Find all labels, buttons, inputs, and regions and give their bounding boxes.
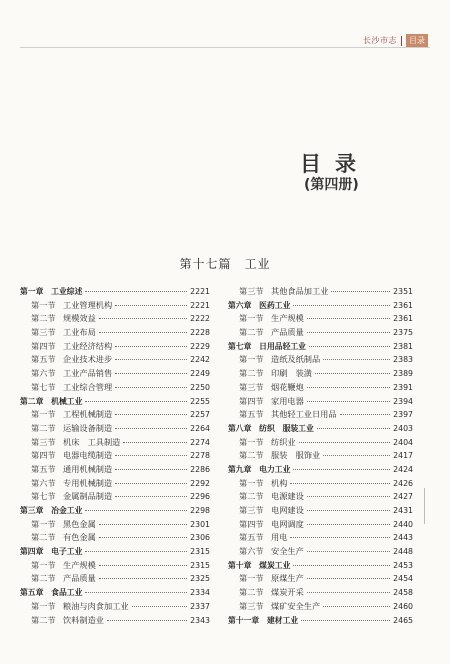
toc-leader-dots — [115, 359, 187, 360]
toc-section-number: 第一节 — [239, 477, 264, 488]
toc-leader-dots — [299, 442, 391, 443]
toc-section-entry[interactable] — [228, 353, 413, 367]
toc-page-number: 2417 — [393, 451, 413, 461]
toc-section-number: 第五节 — [239, 532, 264, 543]
toc-leader-dots — [290, 537, 390, 538]
toc-leader-dots — [323, 359, 390, 360]
toc-page-number: 2375 — [393, 328, 413, 338]
toc-page-number: 2383 — [393, 355, 413, 365]
toc-section-entry[interactable] — [20, 614, 210, 628]
toc-section-entry[interactable] — [228, 395, 413, 409]
toc-page-number: 2465 — [393, 615, 413, 625]
toc-leader-dots — [123, 442, 187, 443]
toc-section-entry[interactable] — [20, 559, 210, 573]
toc-section-number: 第三节 — [31, 436, 56, 447]
toc-page-number: 2458 — [393, 588, 413, 598]
toc-chapter-entry[interactable] — [20, 586, 210, 600]
toc-section-title: 烟花鞭炮 — [271, 381, 304, 392]
toc-chapter-entry[interactable] — [20, 545, 210, 559]
toc-section-title: 工业产品销售 — [63, 368, 113, 379]
toc-leader-dots — [307, 318, 390, 319]
toc-leader-dots — [132, 606, 188, 607]
toc-leader-dots — [85, 592, 187, 593]
running-header — [363, 34, 428, 47]
toc-section-entry[interactable] — [228, 312, 413, 326]
toc-entry-label — [20, 312, 96, 326]
toc-section-number: 第一节 — [31, 409, 56, 420]
toc-section-title: 造纸及纸制品 — [271, 354, 321, 365]
toc-section-number: 第二节 — [239, 450, 264, 461]
toc-entry-label — [20, 381, 112, 395]
toc-chapter-entry[interactable] — [228, 559, 413, 573]
toc-page-number: 2394 — [393, 396, 413, 406]
toc-section-entry[interactable] — [20, 518, 210, 532]
toc-page-number: 2334 — [190, 588, 210, 598]
toc-page-number: 2391 — [393, 382, 413, 392]
toc-page-number: 2343 — [190, 615, 210, 625]
toc-leader-dots — [293, 565, 390, 566]
toc-section-number: 第六节 — [31, 368, 56, 379]
toc-section-number: 第一节 — [31, 600, 56, 611]
toc-page-number: 2298 — [190, 506, 210, 515]
toc-entry-label: 第五章 食品工业 — [20, 588, 83, 598]
toc-entry-label — [228, 477, 287, 491]
toc-entry-label — [20, 449, 112, 463]
toc-leader-dots — [115, 414, 187, 415]
toc-page-number: 2264 — [190, 423, 210, 433]
toc-leader-dots — [307, 510, 390, 511]
toc-entry-label — [20, 353, 112, 367]
toc-section-entry[interactable] — [20, 381, 210, 395]
toc-entry-label — [20, 408, 112, 422]
toc-entry-label — [228, 531, 287, 545]
toc-leader-dots — [307, 578, 390, 579]
toc-leader-dots — [340, 414, 391, 415]
toc-leader-dots — [99, 318, 187, 319]
toc-page-number: 2257 — [190, 410, 210, 420]
toc-section-entry[interactable] — [20, 353, 210, 367]
toc-leader-dots — [99, 537, 187, 538]
toc-section-entry[interactable] — [20, 531, 210, 545]
toc-entry-label — [228, 312, 304, 326]
toc-section-title: 规模效益 — [63, 313, 96, 324]
toc-section-number: 第四节 — [31, 450, 56, 461]
toc-section-number: 第二节 — [31, 313, 56, 324]
toc-section-title: 专用机械制造 — [63, 477, 113, 488]
toc-page-number: 2292 — [190, 478, 210, 488]
toc-section-entry[interactable] — [20, 299, 210, 313]
toc-section-entry[interactable] — [228, 408, 413, 422]
toc-leader-dots — [85, 401, 187, 402]
toc-chapter-entry[interactable] — [228, 299, 413, 313]
toc-entry-label — [228, 395, 304, 409]
toc-section-title: 粮油与肉食加工业 — [63, 600, 129, 611]
toc-leader-dots — [315, 373, 390, 374]
toc-entry-label — [228, 285, 328, 299]
toc-entry-label — [228, 353, 320, 367]
toc-section-number: 第七节 — [31, 491, 56, 502]
toc-page-number: 2381 — [393, 341, 413, 351]
toc-chapter-entry[interactable] — [228, 340, 413, 354]
toc-leader-dots — [99, 565, 187, 566]
toc-section-title: 煤矿安全生产 — [271, 600, 321, 611]
toc-page-number: 2351 — [393, 287, 413, 296]
toc-page-number: 2403 — [393, 423, 413, 433]
toc-page-number: 2286 — [190, 464, 210, 474]
toc-section-entry[interactable] — [20, 572, 210, 586]
toc-entry-label — [20, 422, 112, 436]
toc-section-entry[interactable] — [228, 600, 413, 614]
toc-section-entry[interactable] — [20, 422, 210, 436]
section-tag: 目录 — [406, 34, 428, 47]
toc-leader-dots — [99, 332, 187, 333]
toc-section-number: 第二节 — [239, 587, 264, 598]
toc-right-column — [228, 285, 413, 627]
toc-page-number: 2249 — [190, 369, 210, 379]
toc-page-number: 2250 — [190, 382, 210, 392]
toc-entry-label — [20, 518, 96, 532]
toc-title: 目录 — [300, 152, 370, 176]
toc-entry-label — [228, 545, 304, 559]
toc-section-entry[interactable] — [228, 490, 413, 504]
toc-section-number: 第一节 — [31, 518, 56, 529]
toc-section-number: 第六节 — [239, 546, 264, 557]
toc-section-title: 产品质量 — [271, 327, 304, 338]
header-rule — [20, 47, 430, 48]
toc-page-number: 2427 — [393, 492, 413, 502]
toc-page-number: 2274 — [190, 437, 210, 447]
toc-section-title: 饮料制造业 — [63, 614, 104, 625]
toc-entry-label: 第八章 纺织 服装工业 — [228, 423, 314, 433]
toc-chapter-entry[interactable] — [228, 614, 413, 628]
toc-leader-dots — [85, 291, 187, 292]
toc-leader-dots — [115, 305, 187, 306]
toc-chapter-entry[interactable] — [20, 395, 210, 409]
toc-section-entry[interactable] — [228, 326, 413, 340]
toc-entry-label — [20, 463, 112, 477]
toc-section-number: 第二节 — [31, 532, 56, 543]
toc-section-title: 机构 — [271, 477, 288, 488]
toc-section-number: 第五节 — [31, 354, 56, 365]
toc-section-entry[interactable] — [20, 436, 210, 450]
toc-page-number: 2296 — [190, 492, 210, 502]
toc-section-entry[interactable] — [20, 449, 210, 463]
toc-section-entry[interactable] — [228, 381, 413, 395]
toc-section-title: 电网建设 — [271, 505, 304, 515]
toc-section-title: 工业布局 — [63, 327, 96, 338]
toc-page-number: 2389 — [393, 369, 413, 379]
toc-section-number: 第一节 — [31, 559, 56, 570]
toc-section-title: 工程机械制造 — [63, 409, 113, 420]
toc-section-title: 纺织业 — [271, 436, 296, 447]
toc-section-title: 生产规模 — [271, 313, 304, 324]
toc-section-entry[interactable] — [20, 326, 210, 340]
toc-section-number: 第二节 — [31, 573, 56, 584]
toc-section-title: 生产规模 — [63, 559, 96, 570]
toc-section-number: 第一节 — [31, 299, 56, 310]
toc-page-number: 2229 — [190, 341, 210, 351]
toc-page-number: 2431 — [393, 506, 413, 515]
toc-entry-label — [228, 326, 304, 340]
toc-section-title: 工业经济结构 — [63, 340, 113, 351]
toc-leader-dots — [307, 496, 390, 497]
toc-section-entry[interactable] — [228, 504, 413, 518]
toc-page-number: 2426 — [393, 478, 413, 488]
toc-entry-label — [228, 518, 304, 532]
toc-page-number: 2306 — [190, 533, 210, 543]
toc-entry-label — [20, 559, 96, 573]
toc-entry-label — [20, 436, 120, 450]
toc-leader-dots — [115, 373, 187, 374]
toc-entry-label — [20, 531, 96, 545]
part-title: 第十七篇 工业 — [179, 257, 271, 271]
toc-section-title: 电源建设 — [271, 491, 304, 502]
toc-section-number: 第三节 — [239, 381, 264, 392]
toc-section-title: 机床 工具制造 — [63, 436, 121, 447]
toc-section-number: 第二节 — [239, 327, 264, 338]
toc-section-title: 运输设备制造 — [63, 422, 113, 433]
toc-entry-label — [228, 586, 304, 600]
toc-section-title: 工业综合管理 — [63, 381, 113, 392]
toc-entry-label — [20, 600, 129, 614]
toc-page-number: 2361 — [393, 300, 413, 310]
toc-section-number: 第四节 — [239, 518, 264, 529]
toc-section-number: 第二节 — [239, 491, 264, 502]
toc-section-number: 第二节 — [31, 422, 56, 433]
toc-section-entry[interactable] — [20, 463, 210, 477]
toc-entry-label — [20, 299, 112, 313]
toc-chapter-entry[interactable] — [228, 422, 413, 436]
toc-page-number: 2325 — [190, 574, 210, 584]
toc-leader-dots — [307, 332, 390, 333]
toc-chapter-entry[interactable] — [20, 504, 210, 518]
toc-section-title: 其他轻工业日用品 — [271, 409, 337, 420]
toc-section-title: 金属制品制造 — [63, 491, 113, 502]
toc-page-number: 2460 — [393, 601, 413, 611]
toc-page-number: 2361 — [393, 314, 413, 324]
toc-page-number: 2443 — [393, 533, 413, 543]
toc-section-title: 电网调度 — [271, 518, 304, 529]
toc-leader-dots — [115, 483, 187, 484]
toc-section-title: 工业管理机构 — [63, 299, 113, 310]
toc-subtitle: (第四册) — [304, 177, 359, 193]
toc-page-number: 2424 — [393, 464, 413, 474]
toc-section-number: 第三节 — [239, 600, 264, 611]
toc-leader-dots — [307, 401, 390, 402]
toc-leader-dots — [85, 551, 187, 552]
toc-section-number: 第四节 — [239, 395, 264, 406]
toc-section-entry[interactable] — [20, 600, 210, 614]
toc-leader-dots — [107, 620, 187, 621]
toc-page-number: 2221 — [190, 287, 210, 296]
toc-section-number: 第四节 — [31, 340, 56, 351]
toc-leader-dots — [331, 291, 390, 292]
toc-leader-dots — [290, 483, 390, 484]
toc-page-number: 2255 — [190, 396, 210, 406]
toc-page-number: 2404 — [393, 437, 413, 447]
toc-entry-label — [20, 572, 96, 586]
toc-leader-dots — [309, 346, 390, 347]
toc-entry-label — [228, 381, 304, 395]
toc-page-number: 2315 — [190, 547, 210, 557]
toc-leader-dots — [115, 428, 187, 429]
toc-entry-label: 第四章 电子工业 — [20, 547, 83, 557]
toc-left-column — [20, 285, 210, 627]
toc-page-number: 2301 — [190, 519, 210, 529]
toc-page-number: 2242 — [190, 355, 210, 365]
toc-leader-dots — [115, 455, 187, 456]
toc-entry-label — [228, 572, 304, 586]
toc-entry-label — [228, 490, 304, 504]
toc-section-entry[interactable] — [20, 408, 210, 422]
header-separator — [401, 36, 402, 46]
toc-entry-label: 第十一章 建材工业 — [228, 615, 299, 625]
toc-section-entry[interactable] — [20, 477, 210, 491]
toc-leader-dots — [323, 455, 390, 456]
toc-leader-dots — [99, 524, 187, 525]
toc-section-title: 企业技术进步 — [63, 354, 113, 365]
toc-page-number: 2440 — [393, 519, 413, 529]
toc-entry-label: 第六章 医药工业 — [228, 300, 291, 310]
toc-page-number: 2221 — [190, 300, 210, 310]
toc-section-title: 原煤生产 — [271, 573, 304, 584]
toc-chapter-entry[interactable] — [20, 285, 210, 299]
toc-entry-label — [20, 490, 112, 504]
toc-entry-label — [228, 408, 337, 422]
toc-section-entry[interactable] — [20, 312, 210, 326]
toc-section-number: 第六节 — [31, 477, 56, 488]
toc-section-title: 安全生产 — [271, 546, 304, 557]
toc-page-number: 2337 — [190, 601, 210, 611]
toc-section-number: 第五节 — [31, 463, 56, 474]
toc-entry-label: 第十章 煤炭工业 — [228, 560, 291, 570]
toc-section-title: 产品质量 — [63, 573, 96, 584]
toc-section-number: 第一节 — [239, 313, 264, 324]
toc-section-title: 通用机械制造 — [63, 463, 113, 474]
toc-entry-label — [228, 367, 312, 381]
toc-page-number: 2315 — [190, 560, 210, 570]
toc-section-entry[interactable] — [20, 340, 210, 354]
toc-entry-label: 第一章 工业综述 — [20, 287, 83, 296]
toc-entry-label — [20, 614, 104, 628]
toc-section-entry[interactable] — [228, 477, 413, 491]
page-edge-mark — [424, 488, 426, 524]
toc-entry-label — [228, 449, 320, 463]
toc-entry-label — [228, 436, 296, 450]
toc-section-number: 第二节 — [31, 614, 56, 625]
toc-entry-label: 第二章 机械工业 — [20, 396, 83, 406]
toc-section-title: 用电 — [271, 532, 288, 543]
toc-section-entry[interactable] — [20, 367, 210, 381]
toc-page-number: 2397 — [393, 410, 413, 420]
toc-entry-label — [20, 477, 112, 491]
toc-section-title: 煤炭开采 — [271, 587, 304, 598]
toc-leader-dots — [99, 578, 187, 579]
toc-section-number: 第七节 — [31, 381, 56, 392]
toc-section-number: 第三节 — [31, 327, 56, 338]
toc-section-title: 家用电器 — [271, 395, 304, 406]
toc-leader-dots — [317, 428, 390, 429]
toc-section-entry[interactable] — [228, 572, 413, 586]
toc-section-title: 服装 服饰业 — [271, 450, 321, 461]
toc-leader-dots — [115, 346, 187, 347]
toc-entry-label — [20, 367, 112, 381]
toc-entry-label: 第七章 日用品轻工业 — [228, 341, 306, 351]
toc-section-number: 第一节 — [239, 436, 264, 447]
toc-section-entry[interactable] — [228, 531, 413, 545]
toc-section-number: 第五节 — [239, 409, 264, 420]
toc-leader-dots — [307, 551, 390, 552]
toc-section-number: 第一节 — [239, 573, 264, 584]
toc-section-entry[interactable] — [20, 490, 210, 504]
toc-section-title: 印刷 装潢 — [271, 368, 312, 379]
toc-entry-label: 第三章 冶金工业 — [20, 506, 83, 515]
toc-section-entry[interactable] — [228, 285, 413, 299]
toc-section-entry[interactable] — [228, 449, 413, 463]
toc-page-number: 2453 — [393, 560, 413, 570]
toc-leader-dots — [293, 305, 390, 306]
toc-chapter-entry[interactable] — [228, 463, 413, 477]
toc-section-entry[interactable] — [228, 436, 413, 450]
book-title: 长沙市志 — [363, 36, 397, 45]
toc-leader-dots — [307, 592, 390, 593]
toc-leader-dots — [85, 510, 187, 511]
toc-leader-dots — [115, 387, 187, 388]
toc-section-entry[interactable] — [228, 367, 413, 381]
toc-leader-dots — [307, 524, 390, 525]
toc-leader-dots — [301, 620, 390, 621]
toc-section-entry[interactable] — [228, 518, 413, 532]
toc-entry-label — [20, 340, 112, 354]
toc-section-title: 其他食品加工业 — [271, 286, 329, 296]
toc-page-number: 2228 — [190, 328, 210, 338]
toc-section-number: 第三节 — [239, 505, 264, 515]
toc-entry-label — [228, 600, 320, 614]
toc-section-entry[interactable] — [228, 586, 413, 600]
toc-leader-dots — [323, 606, 390, 607]
toc-leader-dots — [115, 469, 187, 470]
toc-leader-dots — [307, 387, 390, 388]
toc-section-number: 第二节 — [239, 368, 264, 379]
toc-entry-label — [228, 504, 304, 518]
toc-leader-dots — [115, 496, 187, 497]
toc-section-title: 电器电缆制造 — [63, 450, 113, 461]
toc-page-number: 2278 — [190, 451, 210, 461]
toc-section-title: 黑色金属 — [63, 518, 96, 529]
toc-section-number: 第三节 — [239, 286, 264, 296]
toc-entry-label — [20, 326, 96, 340]
toc-page-number: 2222 — [190, 314, 210, 324]
toc-section-number: 第一节 — [239, 354, 264, 365]
toc-page-number: 2448 — [393, 547, 413, 557]
toc-section-title: 有色金属 — [63, 532, 96, 543]
toc-entry-label: 第九章 电力工业 — [228, 464, 291, 474]
toc-leader-dots — [293, 469, 390, 470]
toc-section-entry[interactable] — [228, 545, 413, 559]
toc-page-number: 2454 — [393, 574, 413, 584]
